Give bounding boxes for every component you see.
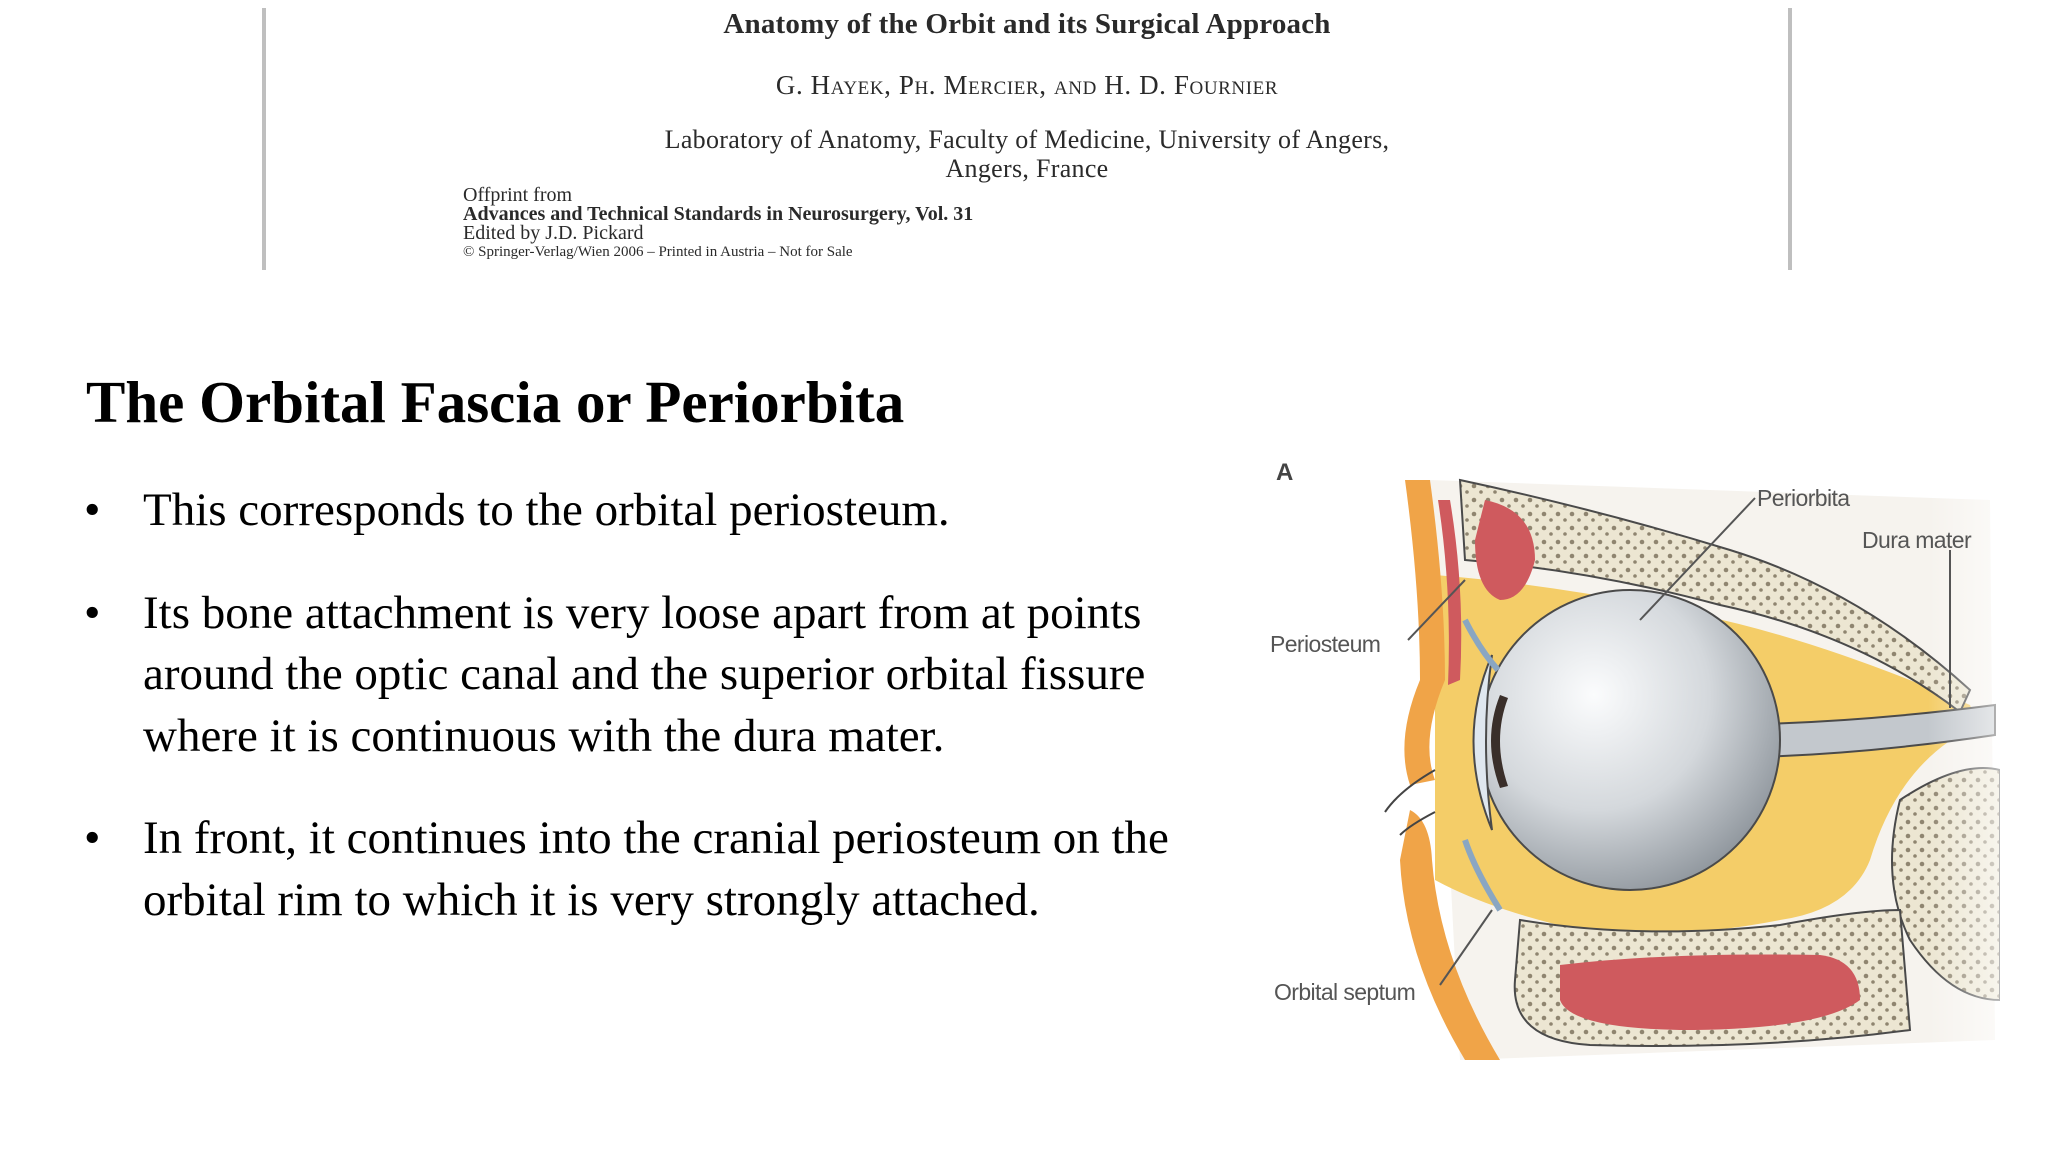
slide-title: The Orbital Fascia or Periorbita [86, 369, 905, 435]
citation-offprint: Offprint from [463, 184, 573, 206]
bullet-text: In front, it continues into the cranial periosteum on the orbital rim to which it is very strongly attached. [143, 812, 1169, 926]
bullet-text: Its bone attachment is very loose apart from at points around the optic canal and the superior orbital fissure where it is continuous with the dura mater. [143, 586, 1146, 762]
figure-panel-letter: A [1276, 459, 1294, 486]
bullet-item [84, 480, 1214, 542]
citation-editor: Edited by J.D. Pickard [463, 222, 644, 244]
bullet-text: This corresponds to the orbital periosteum. [143, 484, 950, 536]
eyeball [1480, 590, 1780, 890]
citation-affiliation-line2: Angers, France [945, 154, 1109, 183]
bullet-item [84, 808, 1214, 931]
orbit-diagram [1260, 440, 2000, 1080]
citation-copyright: © Springer-Verlag/Wien 2006 – Printed in Austria – Not for Sale [463, 244, 853, 260]
citation-affiliation-line1: Laboratory of Anatomy, Faculty of Medicine, University of Angers, [664, 125, 1390, 154]
orbit-diagram-svg [1260, 440, 2000, 1080]
bullet-list [84, 480, 1214, 931]
citation-journal: Advances and Technical Standards in Neurosurgery, Vol. 31 [463, 203, 974, 225]
label-periosteum: Periosteum [1270, 631, 1381, 657]
bullet-item [84, 583, 1214, 768]
bullet-glyph: • [84, 484, 101, 536]
label-dura-mater: Dura mater [1862, 527, 1972, 553]
label-periorbita: Periorbita [1757, 485, 1850, 511]
bullet-glyph: • [84, 586, 101, 639]
citation-title: Anatomy of the Orbit and its Surgical Approach [723, 8, 1331, 40]
citation-authors: G. Hayek, Ph. Mercier, and H. D. Fournier [775, 70, 1279, 100]
label-orbital-septum: Orbital septum [1274, 979, 1416, 1005]
citation-header [262, 8, 1792, 270]
bullet-glyph: • [84, 812, 101, 864]
